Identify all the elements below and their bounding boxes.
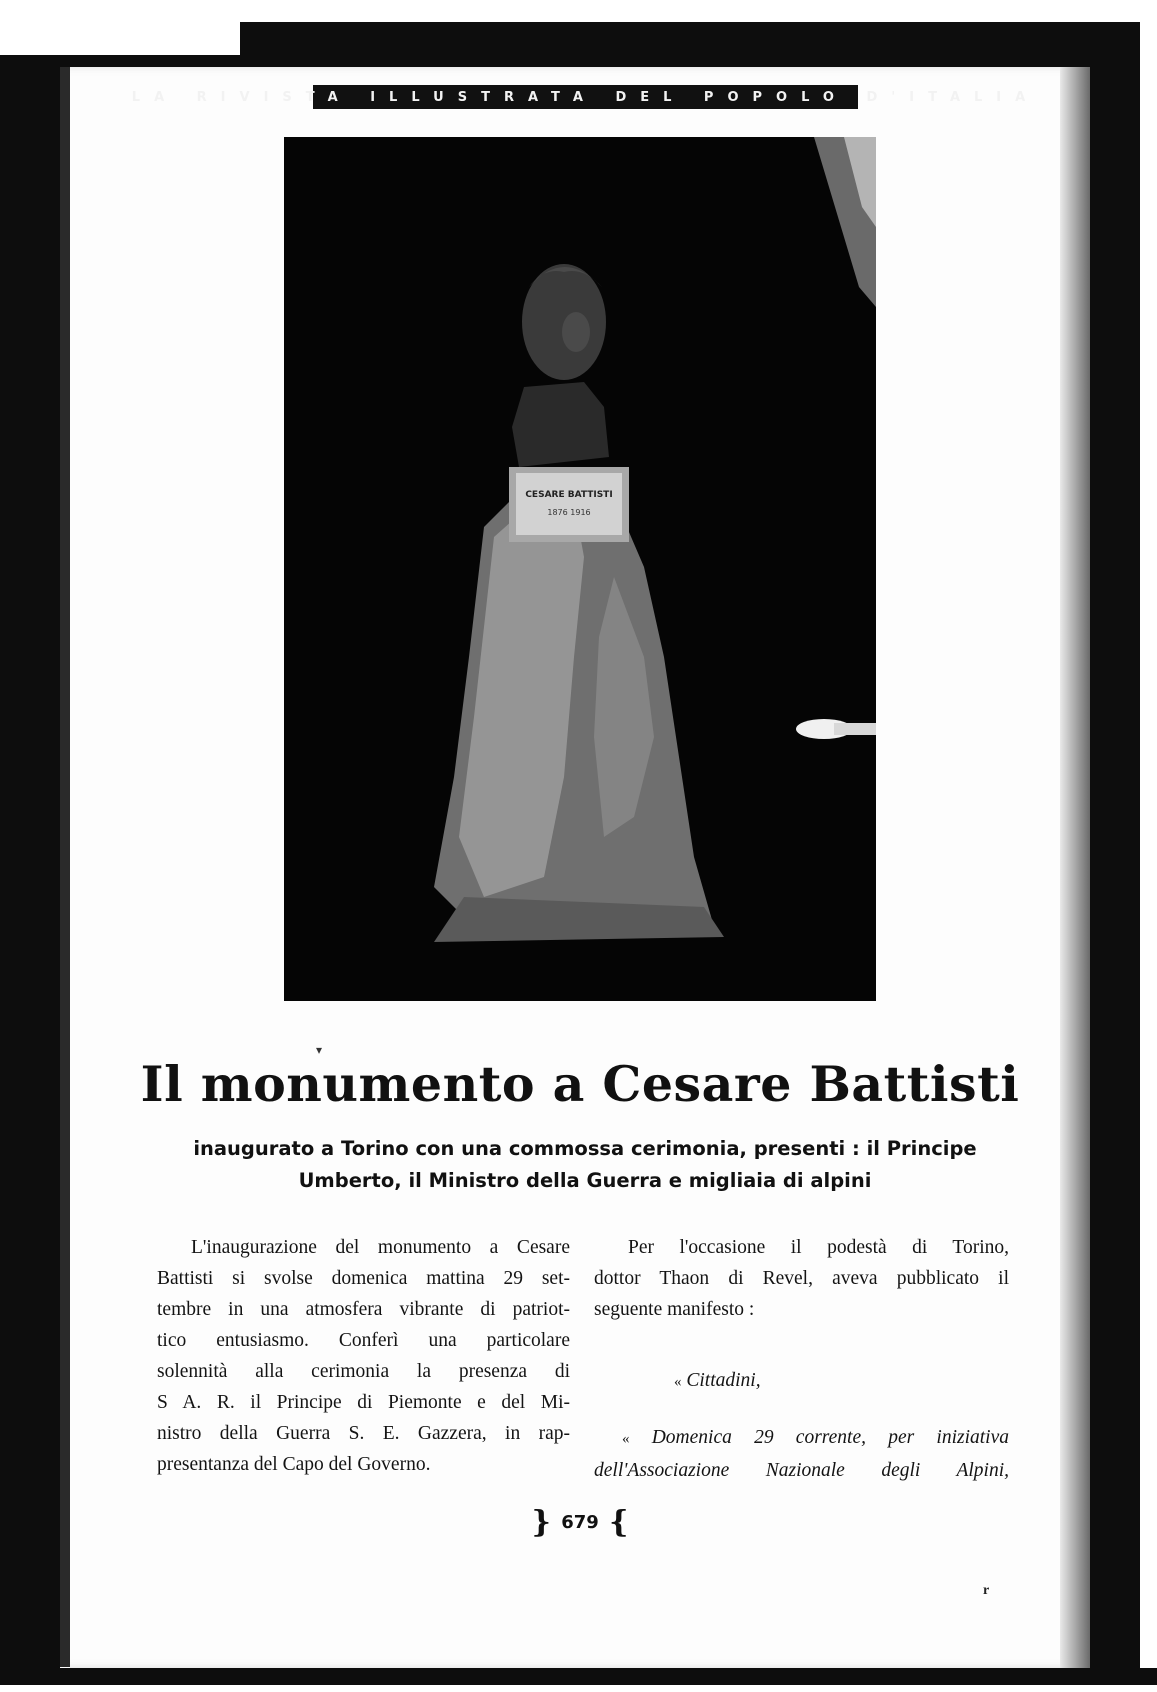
running-header: LA RIVISTA ILLUSTRATA DEL POPOLO D'ITALIA — [313, 85, 858, 109]
monument-photo — [284, 137, 876, 1001]
scan-border-left — [0, 55, 60, 1692]
plaque-text-2: 1876 1916 — [547, 508, 591, 517]
quote-mark: « — [622, 1431, 630, 1447]
paragraph-line: presentanza del Capo del Governo. — [157, 1454, 431, 1475]
paragraph-line: dottor Thaon di Revel, aveva pubblicato il — [594, 1268, 1009, 1289]
article-title: Il monumento a Cesare Battisti — [140, 1055, 1020, 1113]
stray-mark: ▾ — [316, 1043, 323, 1057]
quote-mark: « — [674, 1374, 682, 1390]
manifesto-line — [594, 1422, 1009, 1455]
page-gutter-shadow — [1060, 67, 1090, 1668]
page-number: 679 — [561, 1512, 599, 1533]
paragraph-line: tico entusiasmo. Conferì una particolare — [157, 1330, 570, 1351]
paragraph-line: Battisti si svolse domenica mattina 29 set- — [157, 1268, 570, 1289]
left-column — [157, 1232, 570, 1480]
scan-border-left-inner — [60, 67, 70, 1667]
subtitle-line: inaugurato a Torino con una commossa cerimonia, presenti : il Principe — [193, 1137, 977, 1160]
paragraph-line: S A. R. il Principe di Piemonte e del Mi- — [157, 1392, 570, 1413]
quote-text: Domenica 29 corrente, per iniziativa — [651, 1427, 1009, 1448]
paragraph-line: tembre in una atmosfera vibrante di patriot- — [157, 1299, 570, 1320]
scan-border-top — [0, 0, 1157, 22]
paragraph-line: L'inaugurazione del monumento a Cesare — [191, 1237, 570, 1258]
subtitle-line: Umberto, il Ministro della Guerra e migliaia di alpini — [298, 1169, 872, 1192]
page-folio — [515, 1505, 645, 1540]
paragraph-line: solennità alla cerimonia la presenza di — [157, 1361, 570, 1382]
scan-border-top-shadow — [240, 22, 1145, 67]
manifesto-line: dell'Associazione Nazionale degli Alpini, — [594, 1460, 1009, 1481]
paragraph-line: seguente manifesto : — [594, 1299, 755, 1320]
paragraph-line: nistro della Guerra S. E. Gazzera, in rap- — [157, 1423, 570, 1444]
manifesto-salutation — [594, 1365, 1009, 1398]
paragraph-line: Per l'occasione il podestà di Torino, — [628, 1237, 1009, 1258]
folio-brace-left: } — [531, 1505, 551, 1540]
printer-mark: r — [983, 1583, 990, 1598]
scan-border-bottom-edge — [0, 1685, 1157, 1692]
article-subtitle — [150, 1133, 1020, 1197]
scan-border-right-edge — [1140, 22, 1157, 1692]
plaque-text-1: CESARE BATTISTI — [525, 490, 613, 500]
right-column — [594, 1232, 1009, 1486]
quote-text: Cittadini, — [686, 1370, 761, 1391]
folio-brace-right: { — [609, 1505, 629, 1540]
